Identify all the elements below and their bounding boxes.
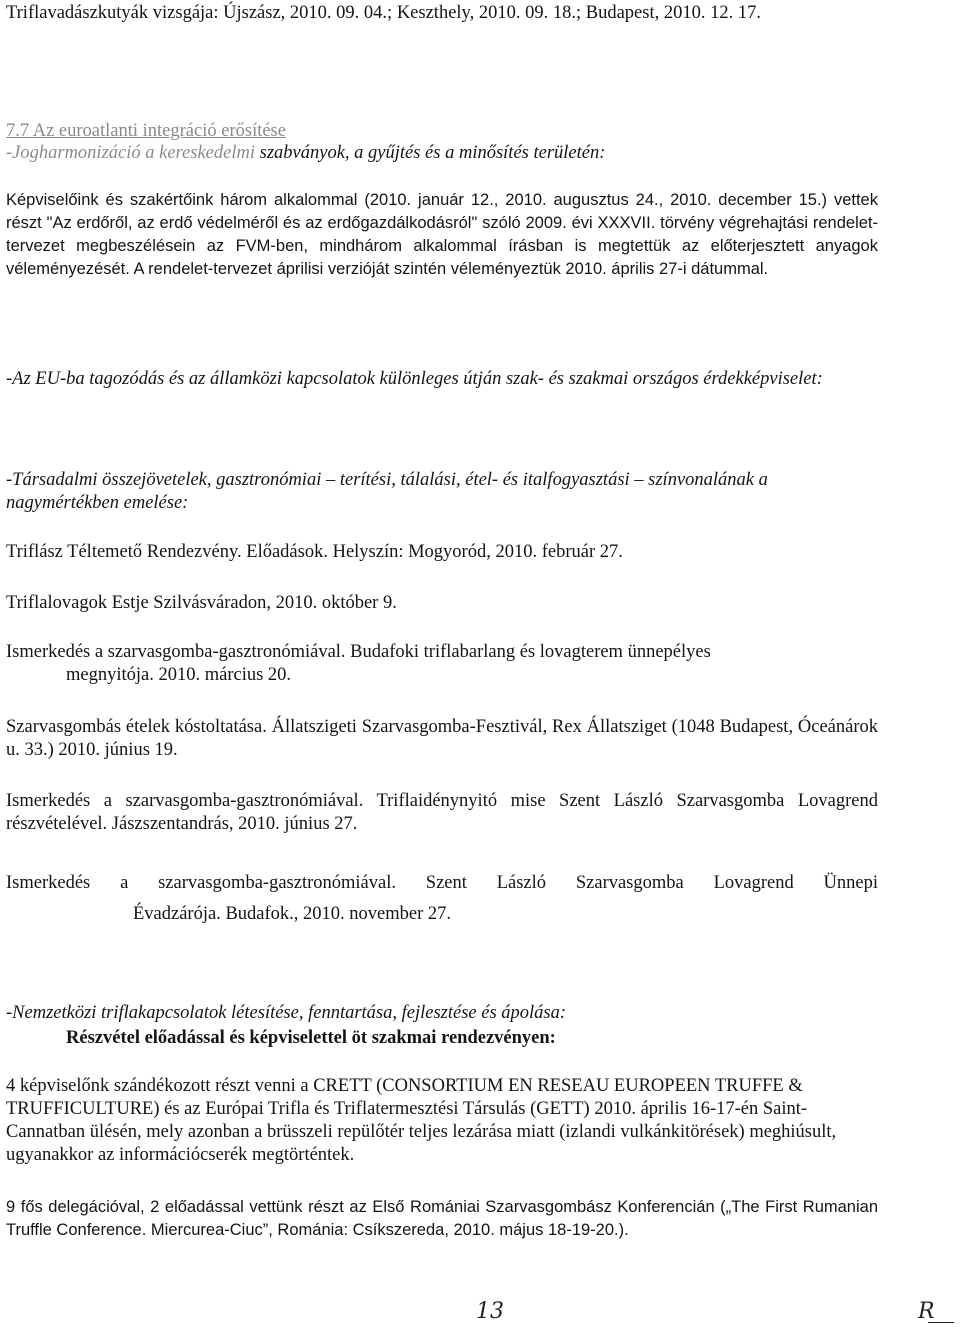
signature-underline xyxy=(928,1322,954,1323)
handwritten-initials: R xyxy=(918,1299,935,1324)
event-item-line: megnyitója. 2010. március 20. xyxy=(66,665,292,685)
event-item-line: Ismerkedés a szarvasgomba-gasztronómiával. Szent László Szarvasgomba Lovagrend Ünnepi xyxy=(6,873,878,893)
section-title: 7.7 Az euroatlanti integráció erősítése xyxy=(6,121,286,141)
paragraph-romania: 9 fős delegációval, 2 előadással vettünk részt az Első Romániai Szarvasgombász Konferencián („The First Rumanian Truffle Conference. Miercurea-Ciuc”, Románia: Csíkszereda, 2010. május 18-19-20.). xyxy=(6,1198,878,1239)
event-item: Triflalovagok Estje Szilvásváradon, 2010. október 9. xyxy=(6,593,397,613)
event-item-line: Évadzárója. Budafok., 2010. november 27. xyxy=(133,904,452,924)
heading-eu: -Az EU-ba tagozódás és az államközi kapcsolatok különleges útján szak- és szakmai országos érdekképviselet: xyxy=(6,369,823,389)
bold-heading: Részvétel előadással és képviselettel öt szakmai rendezvényen: xyxy=(66,1028,556,1048)
paragraph-crett: 4 képviselőnk szándékozott részt venni a CRETT (CONSORTIUM EN RESEAU EUROPEEN TRUFFE & TRUFFICULTURE) és az Európai Trifla és Triflatermesztési Társulás (GETT) 2010. április 16-17-én Saint-Cannatban ülésén, mely azonban a brüsszeli repülőtér teljes lezárása miatt (izlandi vulkánkitörések) meghiúsult, ugyanakkor az információcserék megtörténtek. xyxy=(6,1076,837,1165)
event-item: Ismerkedés a szarvasgomba-gasztronómiával. Triflaidénynyitó mise Szent László Szarvasgomba Lovagrend részvételével. Jászszentandrás, 2010. június 27. xyxy=(6,791,878,834)
heading-social: -Társadalmi összejövetelek, gasztronómiai – terítési, tálalási, étel- és italfogyasztási – színvonalának a nagymértékben emelése: xyxy=(6,470,768,513)
subtitle-faded-part: -Jogharmonizáció a kereskedelmi xyxy=(6,143,255,163)
section-subtitle xyxy=(6,142,605,165)
header-line: Triflavadászkutyák vizsgája: Újszász, 2010. 09. 04.; Keszthely, 2010. 09. 18.; Budapest, 2010. 12. 17. xyxy=(6,3,761,23)
handwritten-page-number: 13 xyxy=(476,1299,504,1324)
event-item: Szarvasgombás ételek kóstoltatása. Állatszigeti Szarvasgomba-Fesztivál, Rex Állatsziget (1048 Budapest, Óceánárok u. 33.) 2010. június 19. xyxy=(6,717,878,760)
heading-international: -Nemzetközi triflakapcsolatok létesítése, fenntartása, fejlesztése és ápolása: xyxy=(6,1003,567,1023)
paragraph-representatives: Képviselőink és szakértőink három alkalommal (2010. január 12., 2010. augusztus 24., 2010. december 15.) vettek részt "Az erdőről, az erdő védelméről és az erdőgazdálkodásról" szóló 2009. évi XXXVII. törvény végrehajtási rendelet-tervezet megbeszélésein az FVM-ben, mindhárom alkalommal írásban is megtettük az előterjesztett anyagok véleményezését. A rendelet-tervezet áprilisi verzióját szintén véleményeztük 2010. április 27-i dátummal. xyxy=(6,191,878,278)
event-item-line: Ismerkedés a szarvasgomba-gasztronómiával. Budafoki triflabarlang és lovagterem ünnepélyes xyxy=(6,642,711,662)
event-item: Triflász Téltemető Rendezvény. Előadások. Helyszín: Mogyoród, 2010. február 27. xyxy=(6,542,623,562)
subtitle-part: szabványok, a gyűjtés és a minősítés területén: xyxy=(255,143,606,163)
